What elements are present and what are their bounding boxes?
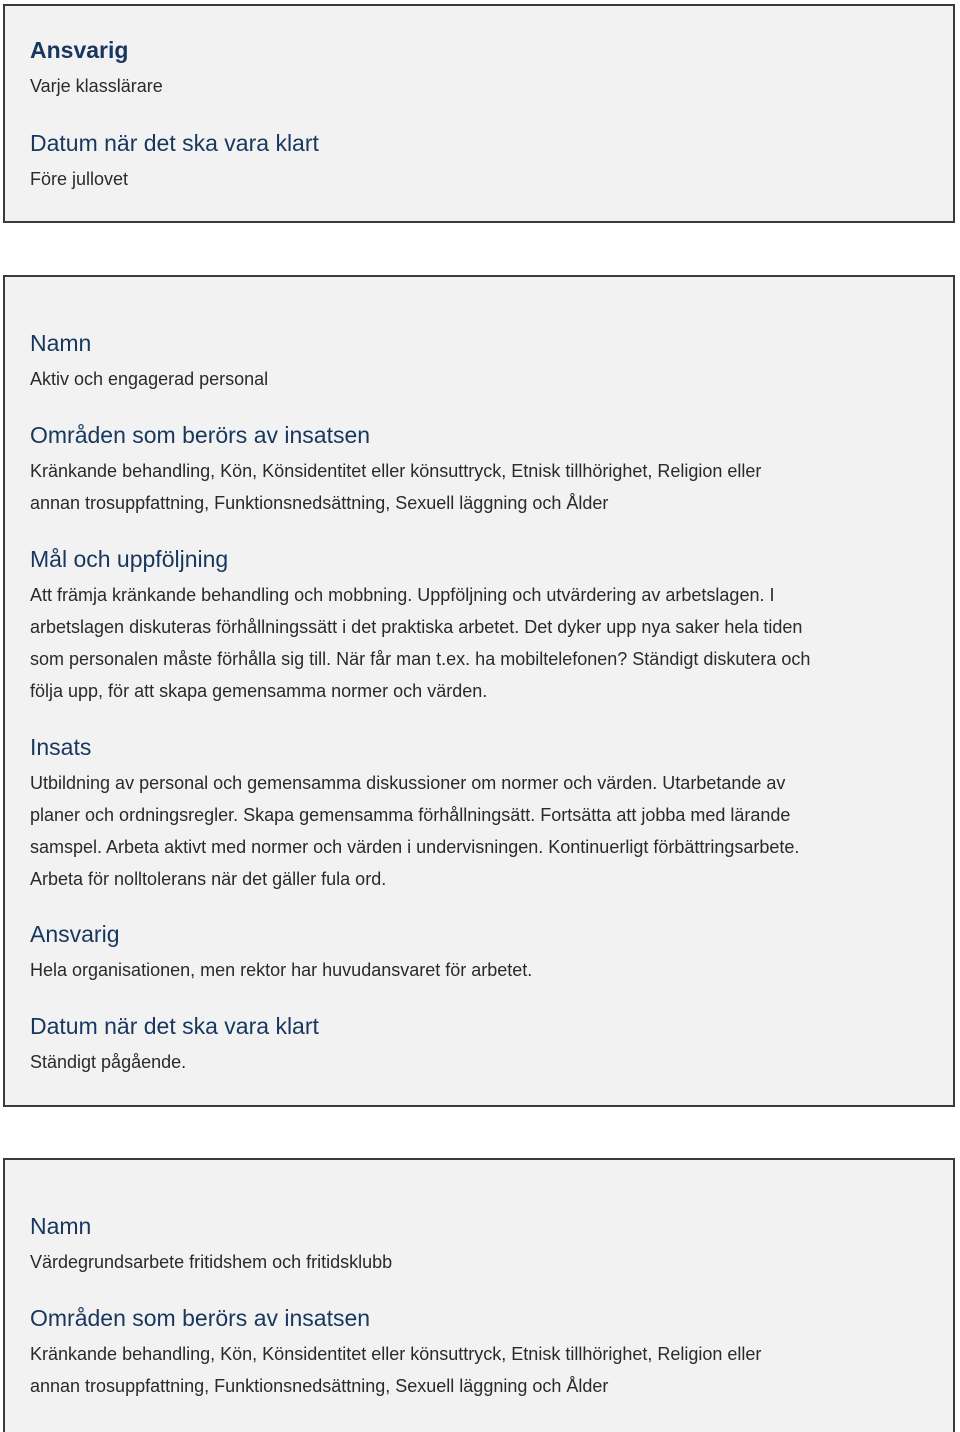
responsible-heading: Ansvarig xyxy=(30,37,129,63)
goal-text-line: arbetslagen diskuteras förhållningssätt i det praktiska arbetet. Det dyker upp nya saker hela tiden xyxy=(30,617,803,637)
responsible-text: Hela organisationen, men rektor har huvudansvaret för arbetet. xyxy=(30,960,533,980)
goal-text-line: Att främja kränkande behandling och mobbning. Uppföljning och utvärdering av arbetslagen. I xyxy=(30,585,775,605)
date-heading: Datum när det ska vara klart xyxy=(30,130,319,156)
areas-text-line: annan trosuppfattning, Funktionsnedsättning, Sexuell läggning och Ålder xyxy=(30,1376,609,1396)
name-text: Aktiv och engagerad personal xyxy=(30,369,269,389)
areas-heading: Områden som berörs av insatsen xyxy=(30,422,371,448)
effort-block-active-staff xyxy=(3,275,955,1107)
name-heading: Namn xyxy=(30,1213,92,1239)
effort-heading: Insats xyxy=(30,734,92,760)
effort-block-continued xyxy=(3,4,955,223)
effort-text-line: Arbeta för nolltolerans när det gäller fula ord. xyxy=(30,869,387,889)
areas-text-line: annan trosuppfattning, Funktionsnedsättning, Sexuell läggning och Ålder xyxy=(30,493,609,513)
responsible-heading: Ansvarig xyxy=(30,921,120,947)
responsible-text: Varje klasslärare xyxy=(30,76,163,96)
effort-text-line: Utbildning av personal och gemensamma diskussioner om normer och värden. Utarbetande av xyxy=(30,773,786,793)
date-text: Före jullovet xyxy=(30,169,129,189)
effort-block-value-work xyxy=(3,1158,955,1432)
effort-text-line: samspel. Arbeta aktivt med normer och värden i undervisningen. Kontinuerligt förbättringsarbete. xyxy=(30,837,800,857)
name-heading: Namn xyxy=(30,330,92,356)
goal-text-line: följa upp, för att skapa gemensamma normer och värden. xyxy=(30,681,488,701)
date-heading: Datum när det ska vara klart xyxy=(30,1013,319,1039)
name-text: Värdegrundsarbete fritidshem och fritidsklubb xyxy=(30,1252,393,1272)
goal-text-line: som personalen måste förhålla sig till. När får man t.ex. ha mobiltelefonen? Ständigt diskutera och xyxy=(30,649,811,669)
date-text: Ständigt pågående. xyxy=(30,1052,187,1072)
areas-heading: Områden som berörs av insatsen xyxy=(30,1305,371,1331)
areas-text-line: Kränkande behandling, Kön, Könsidentitet eller könsuttryck, Etnisk tillhörighet, Religion eller xyxy=(30,461,762,481)
areas-text-line: Kränkande behandling, Kön, Könsidentitet eller könsuttryck, Etnisk tillhörighet, Religion eller xyxy=(30,1344,762,1364)
goal-heading: Mål och uppföljning xyxy=(30,546,229,572)
effort-text-line: planer och ordningsregler. Skapa gemensamma förhållningsätt. Fortsätta att jobba med lärande xyxy=(30,805,791,825)
